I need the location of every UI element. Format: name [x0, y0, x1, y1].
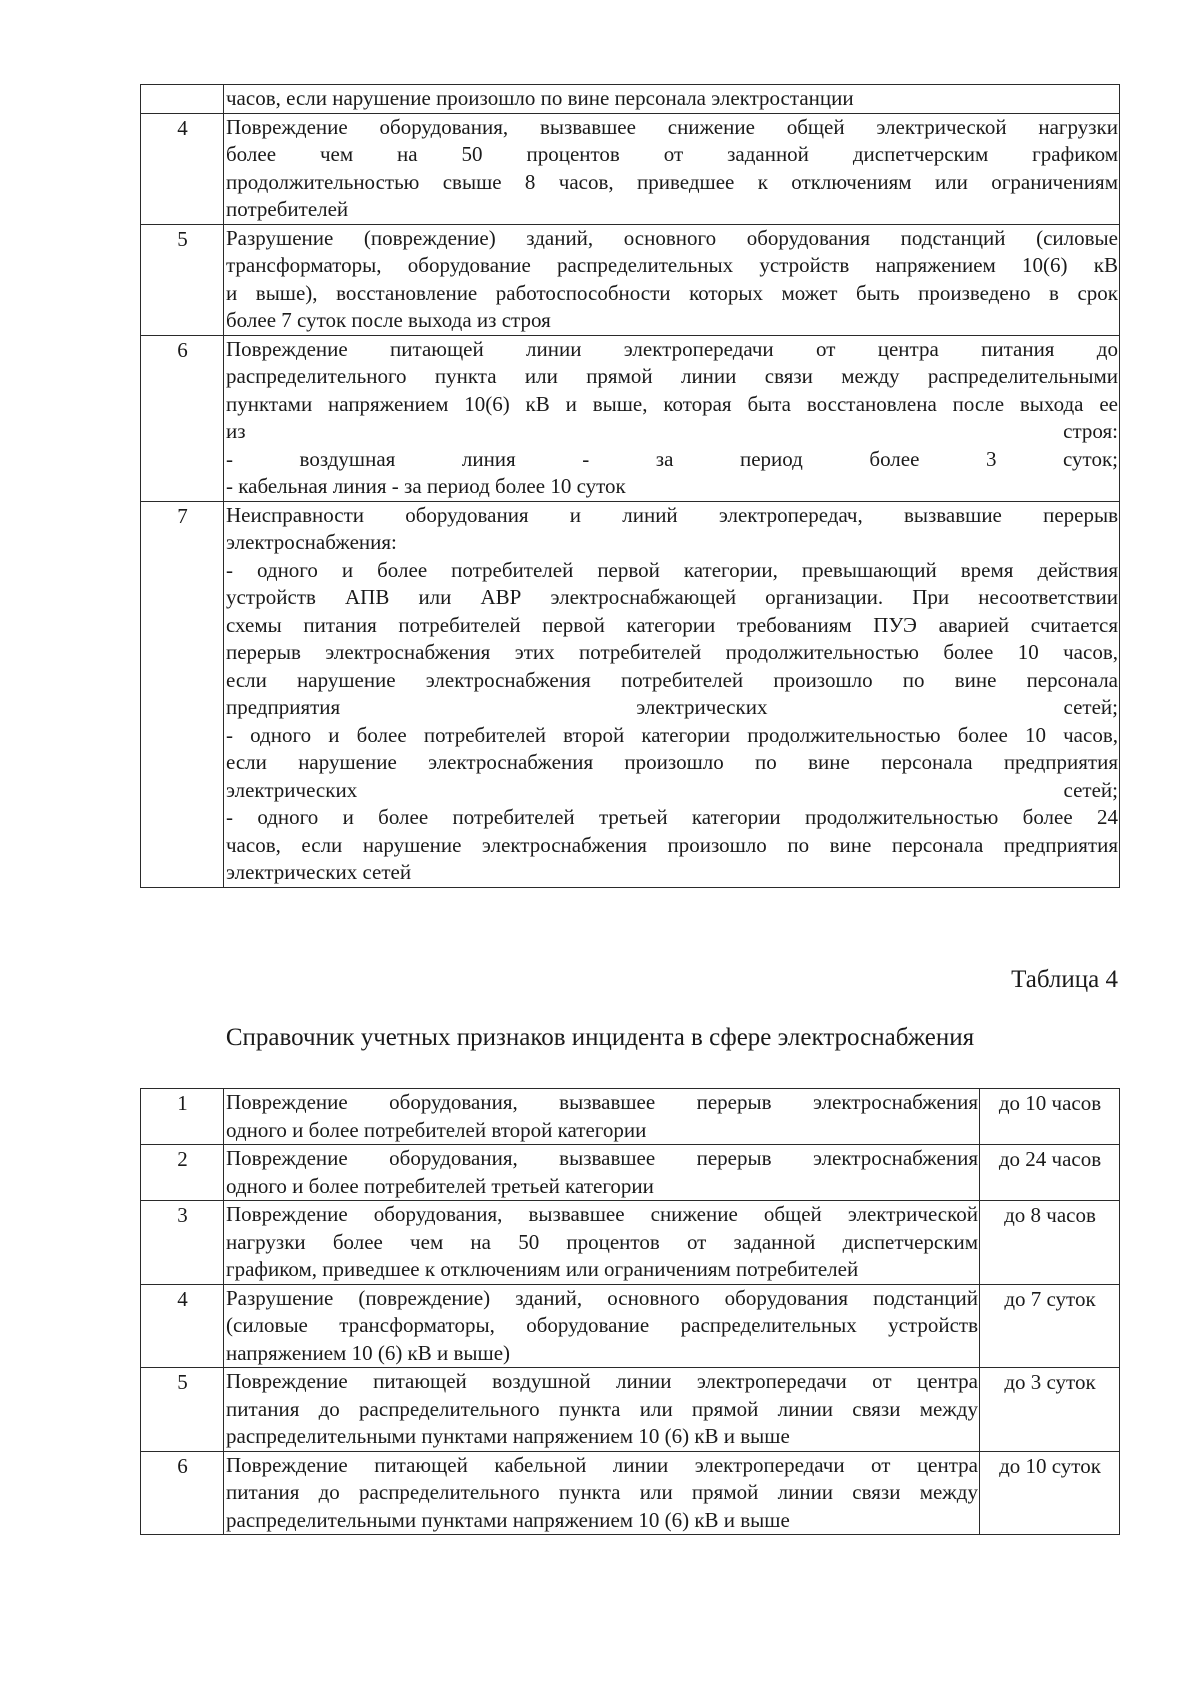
row-duration: до 10 часов — [980, 1089, 1120, 1145]
table-title: Справочник учетных признаков инцидента в сфере электроснабжения — [225, 1024, 975, 1051]
accident-criteria-rows — [141, 85, 1120, 888]
row-number: 3 — [141, 1201, 224, 1285]
description-line: если нарушение электроснабжения произошло по вине персонала предприятия — [226, 750, 1118, 774]
row-number: 4 — [141, 1284, 224, 1368]
row-duration: до 24 часов — [980, 1145, 1120, 1201]
row-description — [224, 224, 1120, 335]
description-line: предприятия электрических сетей; — [226, 695, 1118, 719]
table-row — [141, 1089, 1120, 1145]
description-line: электрических сетей — [226, 860, 412, 884]
description-line: если нарушение электроснабжения потребителей произошло по вине персонала — [226, 667, 1118, 692]
table-row — [141, 1284, 1120, 1368]
description-line: трансформаторы, оборудование распределительных устройств напряжением 10(6) кВ — [226, 253, 1118, 277]
description-line: часов, если нарушение произошло по вине персонала электростанции — [226, 86, 854, 110]
row-description — [224, 335, 1120, 501]
row-number: 7 — [141, 501, 224, 887]
description-line: более чем на 50 процентов от заданной диспетчерским графиком — [226, 142, 1118, 166]
row-number — [141, 85, 224, 114]
table-row — [141, 335, 1120, 501]
row-number: 5 — [141, 1368, 224, 1452]
description-line: Повреждение оборудования, вызвавшее снижение общей электрической нагрузки — [226, 114, 1118, 139]
row-number: 1 — [141, 1089, 224, 1145]
accident-criteria-table — [140, 84, 1120, 888]
description-line: устройств АПВ или АВР электроснабжающей организации. При несоответствии — [226, 585, 1118, 609]
table-row — [141, 1145, 1120, 1201]
table-label: Таблица 4 — [1011, 966, 1118, 993]
description-line: Разрушение (повреждение) зданий, основного оборудования подстанций (силовые — [226, 225, 1118, 250]
row-number: 4 — [141, 113, 224, 224]
description-line: - одного и более потребителей первой категории, превышающий время действия — [226, 557, 1118, 582]
description-line: Неисправности оборудования и линий электропередач, вызвавшие перерыв — [226, 502, 1118, 527]
row-duration: до 10 суток — [980, 1451, 1120, 1535]
description-line: - одного и более потребителей второй категории продолжительностью более 10 часов, — [226, 722, 1118, 747]
row-description — [224, 113, 1120, 224]
description-line: Повреждение питающей линии электропередачи от центра питания до — [226, 336, 1118, 361]
table-row — [141, 85, 1120, 114]
description-line: электроснабжения: — [226, 530, 397, 554]
description-line: потребителей — [226, 197, 349, 221]
description-line: питания до распределительного пункта или прямой линии связи между — [226, 1396, 978, 1421]
description-line: нагрузки более чем на 50 процентов от заданной диспетчерским — [226, 1229, 978, 1254]
table-row — [141, 224, 1120, 335]
description-line: более 7 суток после выхода из строя — [226, 308, 551, 332]
description-line: - одного и более потребителей третьей категории продолжительностью более 24 — [226, 805, 1118, 829]
row-duration: до 7 суток — [980, 1284, 1120, 1368]
description-line: часов, если нарушение электроснабжения произошло по вине персонала предприятия — [226, 832, 1118, 857]
row-description — [224, 1145, 980, 1201]
description-line: и выше), восстановление работоспособности которых может быть произведено в срок — [226, 280, 1118, 305]
description-line: продолжительностью свыше 8 часов, приведшее к отключениям или ограничениям — [226, 169, 1118, 194]
row-duration: до 3 суток — [980, 1368, 1120, 1452]
description-line: схемы питания потребителей первой категории требованиям ПУЭ аварией считается — [226, 612, 1118, 637]
description-line: электрических сетей; — [226, 777, 1118, 802]
description-line: Разрушение (повреждение) зданий, основного оборудования подстанций — [226, 1285, 978, 1310]
row-number: 6 — [141, 1451, 224, 1535]
description-line: распределительными пунктами напряжением 10 (6) кВ и выше — [226, 1424, 790, 1448]
description-line: Повреждение оборудования, вызвавшее снижение общей электрической — [226, 1202, 978, 1226]
description-line: Повреждение питающей воздушной линии электропередачи от центра — [226, 1369, 978, 1393]
row-number: 2 — [141, 1145, 224, 1201]
incident-criteria-rows — [141, 1089, 1120, 1535]
row-description — [224, 85, 1120, 114]
row-number: 5 — [141, 224, 224, 335]
row-number: 6 — [141, 335, 224, 501]
description-line: перерыв электроснабжения этих потребителей продолжительностью более 10 часов, — [226, 640, 1118, 664]
row-duration: до 8 часов — [980, 1201, 1120, 1285]
description-line: Повреждение оборудования, вызвавшее перерыв электроснабжения — [226, 1090, 978, 1114]
description-line: распределительными пунктами напряжением 10 (6) кВ и выше — [226, 1507, 790, 1532]
description-line: (силовые трансформаторы, оборудование распределительных устройств — [226, 1313, 978, 1337]
description-line: графиком, приведшее к отключениям или ограничениям потребителей — [226, 1257, 859, 1281]
table-row — [141, 501, 1120, 887]
table-row — [141, 113, 1120, 224]
description-line: питания до распределительного пункта или прямой линии связи между — [226, 1480, 978, 1504]
description-line: из строя: — [226, 419, 1118, 443]
row-description — [224, 1201, 980, 1285]
row-description — [224, 1284, 980, 1368]
description-line: пунктами напряжением 10(6) кВ и выше, которая быта восстановлена после выхода ее — [226, 391, 1118, 416]
table-row — [141, 1451, 1120, 1535]
row-description — [224, 501, 1120, 887]
description-line: Повреждение оборудования, вызвавшее перерыв электроснабжения — [226, 1146, 978, 1170]
description-line: - воздушная линия - за период более 3 суток; — [226, 446, 1118, 471]
description-line: Повреждение питающей кабельной линии электропередачи от центра — [226, 1452, 978, 1477]
incident-criteria-table — [140, 1088, 1120, 1535]
description-line: распределительного пункта или прямой линии связи между распределительными — [226, 364, 1118, 388]
row-description — [224, 1451, 980, 1535]
table-row — [141, 1368, 1120, 1452]
row-description — [224, 1368, 980, 1452]
row-description — [224, 1089, 980, 1145]
description-line: одного и более потребителей третьей категории — [226, 1173, 654, 1198]
description-line: - кабельная линия - за период более 10 суток — [226, 474, 626, 498]
description-line: одного и более потребителей второй категории — [226, 1117, 647, 1142]
table-row — [141, 1201, 1120, 1285]
description-line: напряжением 10 (6) кВ и выше) — [226, 1340, 511, 1365]
